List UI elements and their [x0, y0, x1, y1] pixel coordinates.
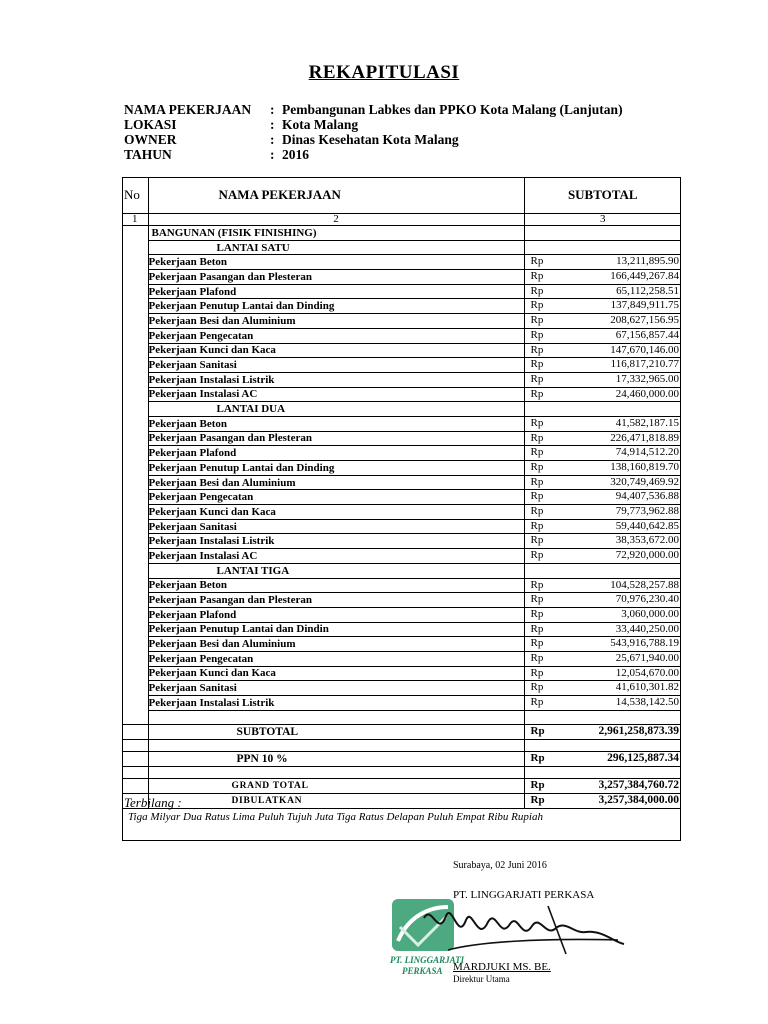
amount-cell — [524, 255, 681, 270]
row-number — [122, 431, 148, 446]
table-row — [122, 416, 681, 431]
table-row — [122, 622, 681, 637]
work-item-name: Pekerjaan Penutup Lantai dan Dinding — [148, 299, 524, 314]
work-item-name: Pekerjaan Beton — [148, 416, 524, 431]
table-row — [122, 593, 681, 608]
amount-cell — [524, 563, 681, 578]
amount-cell — [524, 490, 681, 505]
row-number — [122, 779, 148, 794]
currency-label: Rp — [530, 622, 544, 635]
row-number — [122, 549, 148, 564]
work-item-name: Pekerjaan Pasangan dan Plesteran — [148, 593, 524, 608]
amount-cell — [524, 752, 681, 767]
work-item-name: Pekerjaan Besi dan Aluminium — [148, 637, 524, 652]
row-number — [122, 637, 148, 652]
work-item-name: Pekerjaan Pengecatan — [148, 328, 524, 343]
row-number — [122, 725, 148, 740]
amount-value: 320,749,469.92 — [610, 475, 679, 488]
table-row — [122, 343, 681, 358]
amount-cell — [524, 446, 681, 461]
work-item-name: Pekerjaan Kunci dan Kaca — [148, 343, 524, 358]
work-item-name: Pekerjaan Pasangan dan Plesteran — [148, 270, 524, 285]
amount-value: 41,582,187.15 — [615, 416, 679, 429]
currency-label: Rp — [530, 505, 544, 518]
row-number — [122, 593, 148, 608]
table-row — [122, 490, 681, 505]
table-row — [122, 255, 681, 270]
amount-cell — [524, 519, 681, 534]
place-date: Surabaya, 02 Juni 2016 — [453, 860, 547, 871]
info-row-year — [124, 147, 623, 162]
amount-cell — [524, 505, 681, 520]
amount-cell — [524, 725, 681, 740]
info-value: Pembangunan Labkes dan PPKO Kota Malang (Lanjutan) — [282, 102, 623, 117]
currency-label: Rp — [530, 779, 545, 792]
table-row — [122, 681, 681, 696]
currency-label: Rp — [530, 446, 544, 459]
column-number: 1 — [122, 214, 148, 226]
amount-cell — [524, 578, 681, 593]
group-title-row — [122, 402, 681, 417]
table-row — [122, 578, 681, 593]
grand-total-row — [122, 779, 681, 794]
empty-cell — [148, 740, 524, 752]
work-item-name: Pekerjaan Sanitasi — [148, 358, 524, 373]
row-number — [122, 534, 148, 549]
amount-cell — [524, 696, 681, 711]
work-item-name: Pekerjaan Beton — [148, 578, 524, 593]
amount-value: 3,257,384,760.72 — [598, 779, 679, 792]
info-label: OWNER — [124, 132, 177, 147]
amount-cell — [524, 431, 681, 446]
row-number — [122, 299, 148, 314]
row-number — [122, 740, 148, 752]
currency-label: Rp — [530, 284, 544, 297]
subtotal-row — [122, 725, 681, 740]
work-item-name: Pekerjaan Instalasi Listrik — [148, 534, 524, 549]
currency-label: Rp — [530, 255, 544, 268]
table-row — [122, 358, 681, 373]
rounded-total-row — [122, 794, 681, 809]
amount-cell — [524, 779, 681, 794]
spacer-row — [122, 710, 681, 725]
row-number — [122, 255, 148, 270]
table-row — [122, 372, 681, 387]
info-value: Kota Malang — [282, 117, 359, 132]
row-number — [122, 607, 148, 622]
row-number — [122, 328, 148, 343]
row-number — [122, 490, 148, 505]
info-value: 2016 — [282, 147, 309, 162]
table-row — [122, 328, 681, 343]
work-item-name: Pekerjaan Sanitasi — [148, 519, 524, 534]
table-row — [122, 534, 681, 549]
table-row — [122, 607, 681, 622]
row-number — [122, 358, 148, 373]
currency-label: Rp — [530, 299, 544, 312]
currency-label: Rp — [530, 607, 544, 620]
header-no: No — [122, 177, 148, 214]
amount-cell — [524, 794, 681, 809]
currency-label: Rp — [530, 416, 544, 429]
amount-cell — [524, 475, 681, 490]
work-item-name: Pekerjaan Kunci dan Kaca — [148, 666, 524, 681]
work-item-name: Pekerjaan Pengecatan — [148, 490, 524, 505]
column-number-row — [122, 214, 681, 226]
currency-label: Rp — [530, 343, 544, 356]
currency-label: Rp — [530, 475, 544, 488]
table-header-row — [122, 177, 681, 214]
amount-cell — [524, 387, 681, 402]
amount-value: 65,112,258.51 — [616, 284, 679, 297]
amount-cell — [524, 767, 681, 779]
empty-cell — [148, 767, 524, 779]
currency-label: Rp — [530, 519, 544, 532]
work-item-name: Pekerjaan Penutup Lantai dan Dindin — [148, 622, 524, 637]
table-row — [122, 284, 681, 299]
row-number — [122, 710, 148, 725]
amount-cell — [524, 284, 681, 299]
info-row-job — [124, 102, 623, 117]
currency-label: Rp — [530, 794, 545, 807]
row-number — [122, 666, 148, 681]
amount-cell — [524, 681, 681, 696]
amount-cell — [524, 314, 681, 329]
amount-value: 12,054,670.00 — [615, 666, 679, 679]
document-title: REKAPITULASI — [308, 62, 460, 83]
amount-cell — [524, 343, 681, 358]
currency-label: Rp — [530, 578, 544, 591]
row-number — [122, 343, 148, 358]
column-number: 3 — [524, 214, 681, 226]
currency-label: Rp — [530, 666, 544, 679]
signatory-position: Direktur Utama — [453, 974, 510, 984]
amount-value: 94,407,536.88 — [615, 490, 679, 503]
amount-value: 72,920,000.00 — [615, 549, 679, 562]
table-row — [122, 666, 681, 681]
ppn-row — [122, 752, 681, 767]
row-number — [122, 372, 148, 387]
group-title-row — [122, 240, 681, 255]
table-row — [122, 461, 681, 476]
info-row-location — [124, 117, 623, 132]
info-label: TAHUN — [124, 147, 172, 162]
table-row — [122, 270, 681, 285]
amount-cell — [524, 461, 681, 476]
row-number — [122, 563, 148, 578]
amount-value: 38,353,672.00 — [615, 534, 679, 547]
amount-cell — [524, 328, 681, 343]
currency-label: Rp — [530, 593, 544, 606]
row-number — [122, 284, 148, 299]
terbilang-text: Tiga Milyar Dua Ratus Lima Puluh Tujuh Juta Tiga Ratus Delapan Puluh Empat Ribu Rupiah — [128, 811, 543, 823]
total-label: SUBTOTAL — [148, 725, 524, 740]
amount-value: 67,156,857.44 — [615, 328, 679, 341]
amount-value: 24,460,000.00 — [615, 387, 679, 400]
currency-label: Rp — [530, 431, 544, 444]
amount-cell — [524, 549, 681, 564]
info-row-owner — [124, 132, 623, 147]
currency-label: Rp — [530, 314, 544, 327]
row-number — [122, 505, 148, 520]
terbilang-label: Terbilang : — [124, 795, 182, 810]
row-number — [122, 651, 148, 666]
amount-value: 137,849,911.75 — [610, 299, 679, 312]
total-label: DIBULATKAN — [148, 794, 524, 809]
work-item-name: Pekerjaan Pasangan dan Plesteran — [148, 431, 524, 446]
amount-cell — [524, 372, 681, 387]
row-number — [122, 314, 148, 329]
work-item-name: Pekerjaan Instalasi Listrik — [148, 696, 524, 711]
row-number — [122, 475, 148, 490]
amount-value: 25,671,940.00 — [615, 651, 679, 664]
work-item-name: Pekerjaan Sanitasi — [148, 681, 524, 696]
amount-cell — [524, 651, 681, 666]
info-colon: : — [270, 147, 275, 162]
amount-value: 104,528,257.88 — [610, 578, 679, 591]
info-value: Dinas Kesehatan Kota Malang — [282, 132, 459, 147]
amount-value: 14,538,142.50 — [615, 696, 679, 708]
amount-cell — [524, 710, 681, 725]
amount-value: 208,627,156.95 — [610, 314, 679, 327]
amount-value: 3,257,384,000.00 — [598, 794, 679, 807]
work-item-name: Pekerjaan Beton — [148, 255, 524, 270]
empty-cell — [148, 710, 524, 725]
currency-label: Rp — [530, 490, 544, 503]
info-label: NAMA PEKERJAAN — [124, 102, 252, 117]
work-item-name: Pekerjaan Pengecatan — [148, 651, 524, 666]
logo-text-line2: PERKASA — [402, 966, 443, 976]
table-row — [122, 446, 681, 461]
amount-value: 116,817,210.77 — [610, 358, 679, 371]
row-number — [122, 226, 148, 241]
work-item-name: Pekerjaan Instalasi Listrik — [148, 372, 524, 387]
table-row — [122, 387, 681, 402]
currency-label: Rp — [530, 752, 545, 765]
currency-label: Rp — [530, 270, 544, 283]
company-name: PT. LINGGARJATI PERKASA — [453, 889, 595, 901]
work-item-name: Pekerjaan Besi dan Aluminium — [148, 314, 524, 329]
work-item-name: Pekerjaan Instalasi AC — [148, 387, 524, 402]
work-item-name: Pekerjaan Plafond — [148, 607, 524, 622]
amount-cell — [524, 622, 681, 637]
header-subtotal: SUBTOTAL — [524, 177, 681, 214]
row-number — [122, 416, 148, 431]
currency-label: Rp — [530, 725, 545, 738]
amount-value: 17,332,965.00 — [615, 372, 679, 385]
row-number — [122, 752, 148, 767]
amount-value: 226,471,818.89 — [610, 431, 679, 444]
work-item-name: Pekerjaan Besi dan Aluminium — [148, 475, 524, 490]
table-row — [122, 696, 681, 711]
amount-value: 13,211,895.90 — [616, 255, 679, 268]
row-number — [122, 402, 148, 417]
amount-cell — [524, 402, 681, 417]
amount-value: 147,670,146.00 — [610, 343, 679, 356]
amount-value: 59,440,642.85 — [615, 519, 679, 532]
amount-cell — [524, 666, 681, 681]
amount-cell — [524, 270, 681, 285]
table-row — [122, 651, 681, 666]
total-label: GRAND TOTAL — [148, 779, 524, 794]
row-number — [122, 622, 148, 637]
amount-value: 74,914,512.20 — [615, 446, 679, 459]
amount-cell — [524, 740, 681, 752]
table-row — [122, 637, 681, 652]
row-number — [122, 681, 148, 696]
row-number — [122, 696, 148, 711]
work-item-name: Pekerjaan Plafond — [148, 284, 524, 299]
recap-table — [122, 177, 681, 809]
table-row — [122, 549, 681, 564]
amount-cell — [524, 299, 681, 314]
row-number — [122, 387, 148, 402]
total-label: PPN 10 % — [148, 752, 524, 767]
currency-label: Rp — [530, 637, 544, 650]
amount-value: 2,961,258,873.39 — [598, 725, 679, 738]
info-colon: : — [270, 117, 275, 132]
amount-cell — [524, 607, 681, 622]
row-number — [122, 240, 148, 255]
spacer-row — [122, 767, 681, 779]
currency-label: Rp — [530, 387, 544, 400]
amount-value: 70,976,230.40 — [615, 593, 679, 606]
amount-cell — [524, 534, 681, 549]
currency-label: Rp — [530, 534, 544, 547]
section-row — [122, 226, 681, 241]
row-number — [122, 270, 148, 285]
group-title: LANTAI TIGA — [148, 563, 524, 578]
row-number — [122, 461, 148, 476]
currency-label: Rp — [530, 358, 544, 371]
amount-value: 543,916,788.19 — [610, 637, 679, 650]
info-colon: : — [270, 102, 275, 117]
amount-value: 41,610,301.82 — [615, 681, 679, 694]
table-row — [122, 475, 681, 490]
column-number: 2 — [148, 214, 524, 226]
currency-label: Rp — [530, 651, 544, 664]
amount-cell — [524, 226, 681, 241]
row-number — [122, 519, 148, 534]
project-info — [124, 102, 623, 162]
handwritten-signature — [418, 898, 628, 970]
currency-label: Rp — [530, 461, 544, 473]
amount-value: 296,125,887.34 — [607, 752, 679, 765]
header-name: NAMA PEKERJAAN — [148, 177, 524, 214]
table-row — [122, 314, 681, 329]
work-item-name: Pekerjaan Kunci dan Kaca — [148, 505, 524, 520]
work-item-name: Pekerjaan Plafond — [148, 446, 524, 461]
signatory-name: MARDJUKI MS. BE. — [453, 961, 551, 973]
currency-label: Rp — [530, 549, 544, 562]
amount-cell — [524, 637, 681, 652]
table-row — [122, 299, 681, 314]
amount-cell — [524, 416, 681, 431]
section-title: BANGUNAN (FISIK FINISHING) — [148, 226, 524, 241]
recap-table-body — [122, 177, 681, 809]
currency-label: Rp — [530, 696, 544, 708]
amount-cell — [524, 593, 681, 608]
work-item-name: Pekerjaan Penutup Lantai dan Dinding — [148, 461, 524, 476]
currency-label: Rp — [530, 372, 544, 385]
info-colon: : — [270, 132, 275, 147]
group-title: LANTAI SATU — [148, 240, 524, 255]
amount-value: 3,060,000.00 — [621, 607, 679, 620]
row-number — [122, 446, 148, 461]
group-title: LANTAI DUA — [148, 402, 524, 417]
row-number — [122, 578, 148, 593]
amount-cell — [524, 358, 681, 373]
amount-value: 166,449,267.84 — [610, 270, 679, 283]
table-row — [122, 519, 681, 534]
info-label: LOKASI — [124, 117, 177, 132]
table-row — [122, 505, 681, 520]
spacer-row — [122, 740, 681, 752]
logo-text-line1: PT. LINGGARJATI — [390, 955, 465, 965]
amount-value: 138,160,819.70 — [610, 461, 679, 473]
amount-cell — [524, 240, 681, 255]
recap-table-frame — [122, 177, 681, 841]
table-row — [122, 431, 681, 446]
currency-label: Rp — [530, 681, 544, 694]
group-title-row — [122, 563, 681, 578]
work-item-name: Pekerjaan Instalasi AC — [148, 549, 524, 564]
currency-label: Rp — [530, 328, 544, 341]
row-number — [122, 767, 148, 779]
amount-value: 33,440,250.00 — [615, 622, 679, 635]
amount-value: 79,773,962.88 — [615, 505, 679, 518]
